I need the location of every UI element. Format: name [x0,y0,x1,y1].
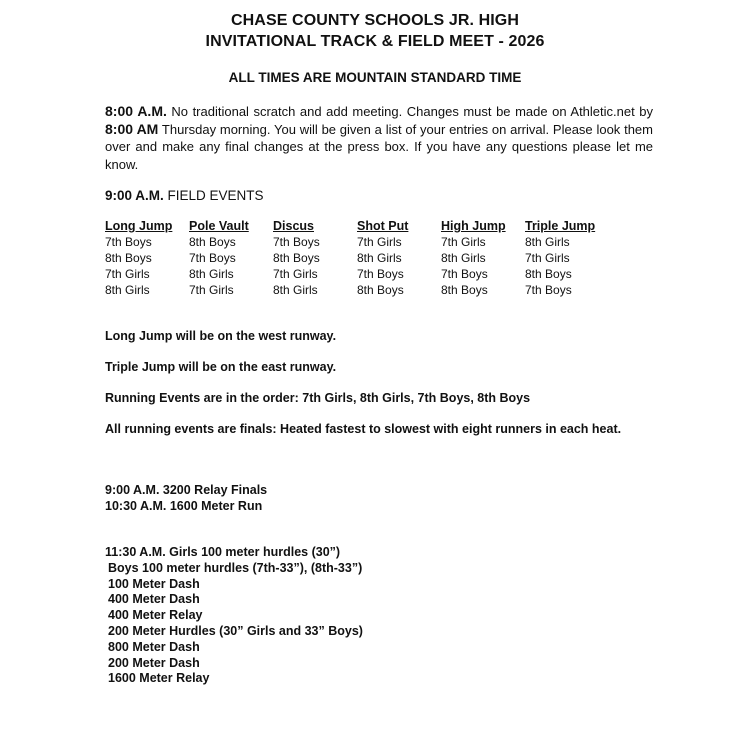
table-cell: 7th Boys [189,251,236,265]
timezone-subtitle: ALL TIMES ARE MOUNTAIN STANDARD TIME [228,70,522,85]
later-schedule [105,545,363,687]
field-events-time: 9:00 A.M. [105,188,164,203]
intro-time-2: 8:00 AM [105,120,159,137]
table-cell: 7th Boys [105,235,152,249]
schedule-item: 400 Meter Dash [108,592,200,607]
field-events-table [103,218,607,298]
table-cell: 8th Boys [441,283,488,297]
table-row [103,234,607,250]
table-cell: 8th Boys [525,267,572,281]
table-cell: 7th Boys [441,267,488,281]
table-row [103,250,607,266]
schedule-item: 11:30 A.M. Girls 100 meter hurdles (30”) [105,545,341,559]
note-long-jump: Long Jump will be on the west runway. [105,329,337,343]
table-cell: 7th Boys [357,267,404,281]
table-cell: 7th Boys [525,283,572,297]
table-cell: 8th Boys [273,251,320,265]
field-events-heading [105,188,264,203]
table-cell: 8th Girls [273,283,318,297]
note-finals: All running events are finals: Heated fastest to slowest with eight runners in each heat. [105,422,622,436]
table-cell: 7th Girls [105,267,150,281]
table-header-row [103,218,607,234]
column-header: Long Jump [105,219,173,233]
table-cell: 8th Girls [105,283,150,297]
column-header: Discus [273,219,314,233]
schedule-item: 200 Meter Hurdles (30” Girls and 33” Boys) [108,623,363,638]
schedule-item: 1600 Meter Relay [108,671,210,686]
table-cell: 8th Boys [189,235,236,249]
column-header: Pole Vault [189,219,249,233]
table-cell: 8th Girls [357,251,402,265]
schedule-item: 100 Meter Dash [108,576,200,591]
schedule-item: 200 Meter Dash [108,655,200,670]
table-cell: 7th Girls [189,283,234,297]
table-cell: 8th Girls [189,267,234,281]
schedule-item: 800 Meter Dash [108,639,200,654]
table-cell: 7th Boys [273,235,320,249]
table-cell: 7th Girls [273,267,318,281]
page-title-line1: CHASE COUNTY SCHOOLS JR. HIGH [231,12,519,29]
table-cell: 8th Boys [105,251,152,265]
schedule-item: 400 Meter Relay [108,608,203,623]
table-row [103,266,607,282]
table-cell: 8th Boys [357,283,404,297]
table-cell: 7th Girls [357,235,402,249]
schedule-item: 10:30 A.M. 1600 Meter Run [105,498,263,513]
intro-text-1: No traditional scratch and add meeting. Changes must be made on Athletic.net by [166,104,653,119]
note-triple-jump: Triple Jump will be on the east runway. [105,360,337,374]
schedule-item: 9:00 A.M. 3200 Relay Finals [105,483,268,497]
table-cell: 8th Girls [525,235,570,249]
column-header: Shot Put [357,219,409,233]
field-events-label: FIELD EVENTS [163,188,264,203]
table-row [103,282,607,298]
morning-schedule [105,483,267,515]
intro-paragraph [105,103,653,173]
page-title-line2: INVITATIONAL TRACK & FIELD MEET - 2026 [205,33,545,50]
schedule-item: Boys 100 meter hurdles (7th-33”), (8th-33”) [108,560,363,575]
note-running-order: Running Events are in the order: 7th Girls, 8th Girls, 7th Boys, 8th Boys [105,391,531,405]
intro-text-2: Thursday morning. You will be given a list of your entries on arrival. Please look them over and make any final changes at the press box. If you have any questions please let me know. [105,121,653,172]
column-header: Triple Jump [525,219,596,233]
table-cell: 7th Girls [525,251,570,265]
table-cell: 7th Girls [441,235,486,249]
table-cell: 8th Girls [441,251,486,265]
intro-time: 8:00 A.M. [105,103,167,119]
column-header: High Jump [441,219,506,233]
